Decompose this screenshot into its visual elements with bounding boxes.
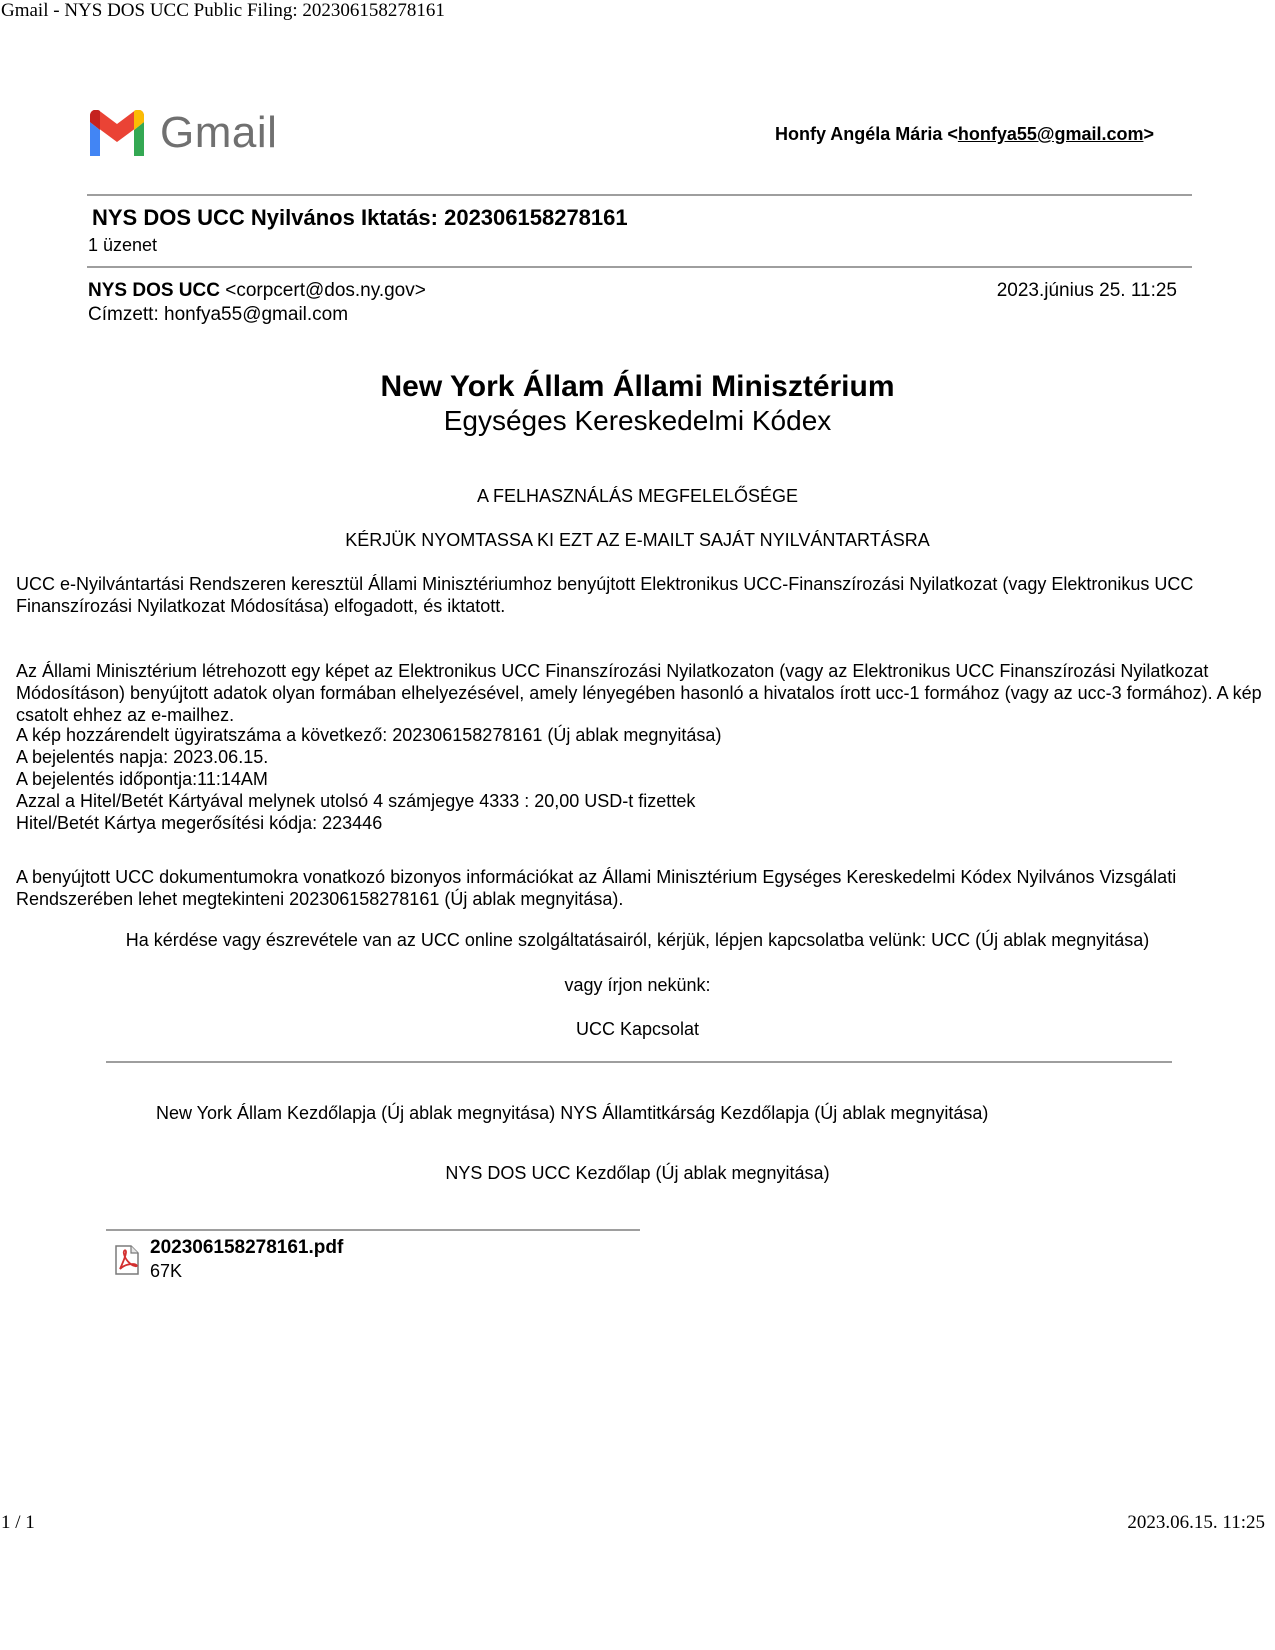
ucc-home-link[interactable]: NYS DOS UCC Kezdőlap (Új ablak megnyitása)	[445, 1163, 830, 1183]
page-number: 1 / 1	[1, 1512, 35, 1533]
contact-us-line[interactable]: Ha kérdése vagy észrevétele van az UCC online szolgáltatásairól, kérjük, lépjen kapcsolatba velünk: UCC (Új ablak megnyitása)	[125, 930, 1150, 950]
gmail-m-icon	[86, 110, 148, 156]
public-search-paragraph[interactable]: A benyújtott UCC dokumentumokra vonatkozó bizonyos információkat az Állami Minisztérium Egységes Kereskedelmi Kódex Nyilvános Vizsgálati Rendszerében lehet megtekinteni 202306158278161 (Új ablak megnyitása).	[16, 867, 1177, 909]
pdf-icon[interactable]	[114, 1245, 140, 1275]
attachment-filename[interactable]: 202306158278161.pdf	[150, 1237, 344, 1258]
gmail-wordmark: Gmail	[160, 108, 278, 157]
filing-date-line: A bejelentés napja: 2023.06.15.	[16, 747, 269, 767]
message-date: 2023.június 25. 11:25	[996, 280, 1177, 301]
attachment-size: 67K	[150, 1261, 183, 1281]
print-notice: KÉRJÜK NYOMTASSA KI EZT AZ E-MAILT SAJÁT NYILVÁNTARTÁSRA	[345, 530, 930, 550]
image-paragraph: Az Állami Minisztérium létrehozott egy képet az Elektronikus UCC Finanszírozási Nyilatkozaton (vagy az Elektronikus UCC Finanszírozási Nyilatkozat Módosításon) benyújtott adatok olyan formában elhelyezésével, amely lényegében hasonló a hivatalos írott ucc-1 formához (vagy az ucc-3 formához). A kép csatolt ehhez az e-mailhez.	[16, 661, 1262, 725]
sender-name: NYS DOS UCC	[88, 280, 220, 301]
filing-number-line[interactable]: A kép hozzárendelt ügyiratszáma a következő: 202306158278161 (Új ablak megnyitása)	[16, 725, 722, 745]
state-home-links[interactable]: New York Állam Kezdőlapja (Új ablak megnyitása) NYS Államtitkárság Kezdőlapja (Új ablak megnyitása)	[156, 1103, 989, 1123]
subject-divider	[87, 266, 1192, 268]
filing-time-line: A bejelentés időpontja:11:14AM	[16, 769, 268, 789]
gmail-logo[interactable]	[86, 108, 277, 158]
ministry-heading: New York Állam Állami Minisztérium	[380, 370, 895, 403]
print-page-header: Gmail - NYS DOS UCC Public Filing: 202306158278161	[1, 0, 445, 21]
header-divider	[87, 194, 1192, 196]
recipient-line: Címzett: honfya55@gmail.com	[88, 304, 349, 325]
confirmation-code-line: Hitel/Betét Kártya megerősítési kódja: 223446	[16, 813, 383, 833]
account-email-link[interactable]: honfya55@gmail.com	[957, 124, 1144, 144]
write-to-us-line: vagy írjon nekünk:	[564, 975, 711, 995]
sender-email: <corpcert@dos.ny.gov>	[225, 280, 426, 301]
ucc-contact-link[interactable]: UCC Kapcsolat	[575, 1019, 700, 1039]
sender-line	[88, 280, 426, 302]
attachment-divider	[106, 1229, 640, 1231]
account-info	[775, 124, 1154, 145]
acceptance-paragraph: UCC e-Nyilvántartási Rendszeren keresztül Állami Minisztériumhoz benyújtott Elektronikus UCC-Finanszírozási Nyilatkozat (vagy Elektronikus UCC Finanszírozási Nyilatkozat Módosítása) elfogadott, és iktatott.	[16, 574, 1194, 616]
thread-subject: NYS DOS UCC Nyilvános Iktatás: 202306158278161	[92, 205, 628, 230]
payment-line: Azzal a Hitel/Betét Kártyával melynek utolsó 4 számjegye 4333 : 20,00 USD-t fizettek	[16, 791, 696, 811]
code-subheading: Egységes Kereskedelmi Kódex	[443, 405, 832, 436]
footer-divider	[106, 1061, 1172, 1063]
filing-details	[16, 724, 1266, 834]
account-bracket-open: <	[947, 124, 958, 144]
account-name: Honfy Angéla Mária	[774, 124, 943, 144]
message-count: 1 üzenet	[88, 235, 158, 255]
print-timestamp: 2023.06.15. 11:25	[1127, 1512, 1265, 1533]
account-bracket-close: >	[1143, 124, 1154, 144]
compliance-notice: A FELHASZNÁLÁS MEGFELELŐSÉGE	[476, 486, 799, 506]
